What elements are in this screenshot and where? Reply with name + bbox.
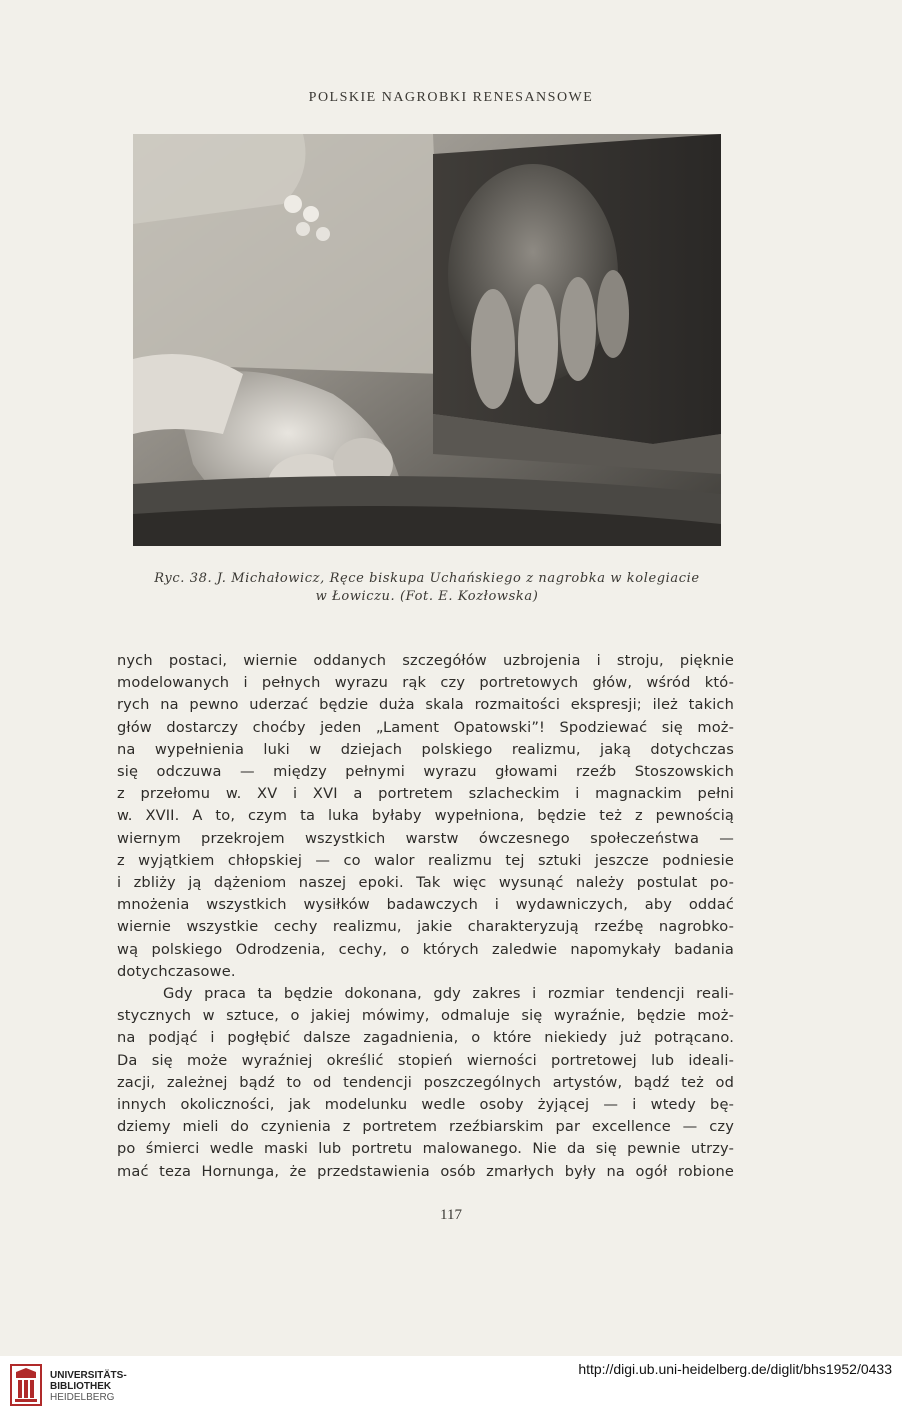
text-line: i zbliży ją dążeniom naszej epoki. Tak więc wysunąć należy postulat po- [117, 874, 734, 892]
body-text [117, 650, 734, 1183]
page-number: 117 [440, 1207, 462, 1223]
text-line: z wyjątkiem chłopskiej — co walor realizmu tej sztuki jeszcze podniesie [117, 851, 734, 869]
caption-line-1: Ryc. 38. J. Michałowicz, Ręce biskupa Uchańskiego z nagrobka w kolegiacie [154, 571, 700, 586]
sculpted-hands-photo-icon [133, 134, 721, 546]
text-line: wą polskiego Odrodzenia, cechy, o których zaledwie napomykały badania [117, 940, 734, 958]
text-line: w. XVII. A to, czym ta luka byłaby wypełniona, będzie też z pewnością [117, 807, 734, 825]
text-line: stycznych w sztuce, o jakiej mówimy, odmaluje się wyraźnie, będzie moż- [117, 1007, 734, 1025]
text-line: dotychczasowe. [117, 962, 236, 980]
library-logo-text[interactable] [50, 1370, 127, 1403]
text-line: na podjąć i pogłębić dalsze zagadnienia, o które niekiedy już potrącano. [117, 1029, 734, 1047]
running-head: POLSKIE NAGROBKI RENESANSOWE [308, 90, 594, 105]
text-line: mnożenia wszystkich wysiłków badawczych i wydawniczych, aby oddać [117, 896, 734, 914]
caption-line-2: w Łowiczu. (Fot. E. Kozłowska) [315, 589, 539, 604]
university-library-logo-icon[interactable] [10, 1364, 42, 1406]
figure-photo [133, 134, 721, 546]
text-line: Da się może wyraźniej określić stopień wierności portretowej lub ideali- [117, 1051, 734, 1069]
text-line: Gdy praca ta będzie dokonana, gdy zakres i rozmiar tendencji reali- [163, 985, 734, 1003]
text-line: się odczuwa — między pełnymi wyrazu głowami rzeźb Stoszowskich [117, 763, 734, 781]
text-line: rych na pewno uderzać będzie duża skala rozmaitości ekspresji; ileż takich [117, 696, 734, 714]
text-line: z przełomu w. XV i XVI a portretem szlacheckim i magnackim pełni [117, 785, 734, 803]
text-line: dziemy mieli do czynienia z portretem rzeźbiarskim par excellence — czy [117, 1118, 734, 1136]
library-line-2: BIBLIOTHEK [50, 1381, 112, 1392]
text-line: wiernie wszystkie cechy realizmu, jakie charakteryzują rzeźbę nagrobko- [117, 918, 734, 936]
text-line: mać teza Hornunga, że przedstawienia osób zmarłych były na ogół robione [117, 1162, 734, 1180]
text-line: modelowanych i pełnych wyrazu rąk czy portretowych głów, wśród któ- [117, 674, 734, 692]
figure-caption [120, 570, 734, 606]
text-line: po śmierci wedle maski lub portretu malowanego. Nie da się pewnie utrzy- [117, 1140, 734, 1158]
text-line: zacji, zależnej bądź to od tendencji poszczególnych artystów, bądź też od [117, 1073, 734, 1091]
text-line: wiernym przekrojem wszystkich warstw ówczesnego społeczeństwa — [117, 829, 734, 847]
text-line: nych postaci, wiernie oddanych szczegółów uzbrojenia i stroju, pięknie [117, 652, 734, 669]
text-line: innych okoliczności, jak modelunku wedle osoby żyjącej — i wtedy bę- [117, 1096, 734, 1114]
document-url-link[interactable]: http://digi.ub.uni-heidelberg.de/diglit/bhs1952/0433 [578, 1361, 892, 1377]
text-line: głów dostarczy choćby jeden „Lament Opatowski”! Spodziewać się moż- [117, 718, 734, 736]
library-line-1: UNIVERSITÄTS- [50, 1370, 127, 1381]
library-line-3: HEIDELBERG [50, 1392, 115, 1403]
text-line: na wypełnienia luki w dziejach polskiego realizmu, jaką dotychczas [117, 740, 734, 758]
